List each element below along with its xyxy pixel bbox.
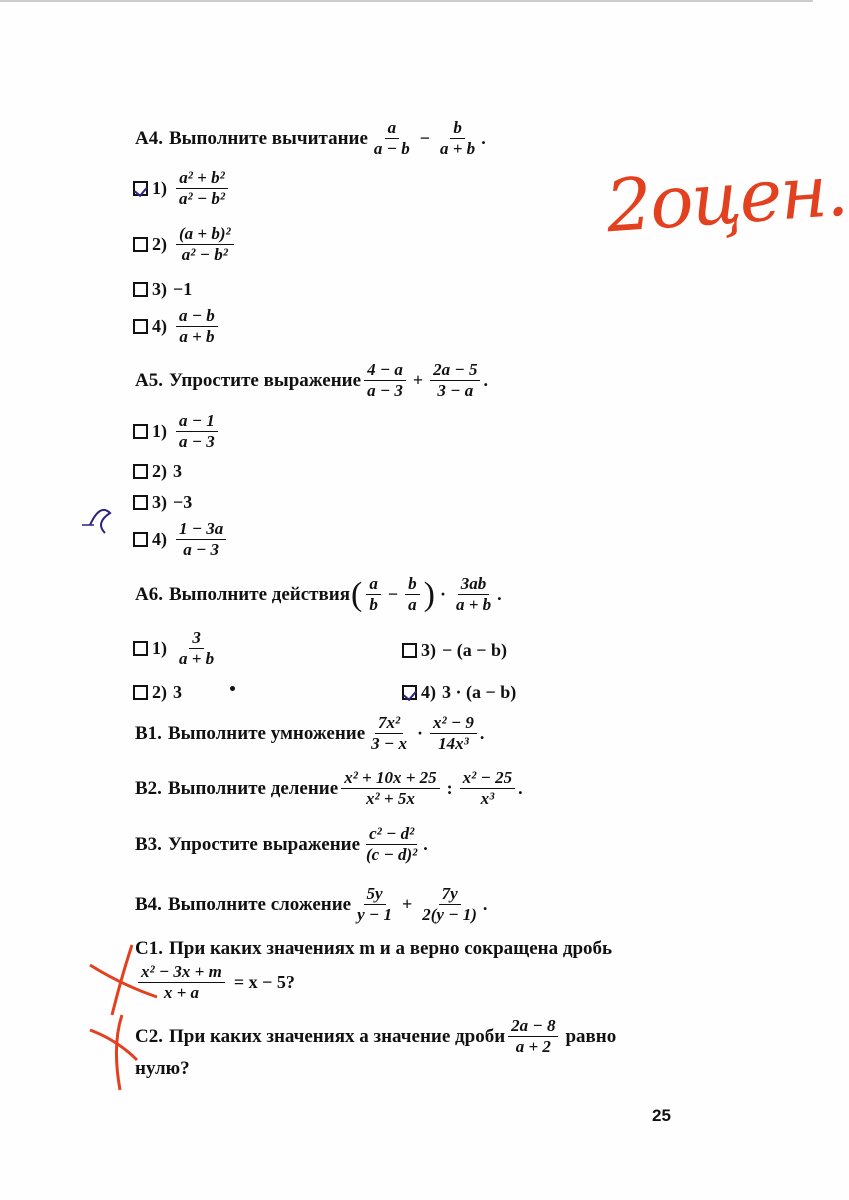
question-b2 bbox=[135, 768, 523, 809]
option-number: 2) bbox=[152, 461, 167, 481]
question-label: В4. bbox=[135, 893, 162, 915]
fraction: $\frac{\text{7x²}}{3 - x}$ bbox=[371, 713, 407, 753]
fraction: $\frac{3ab}{a + b}$ bbox=[455, 574, 492, 614]
checkbox-checked[interactable] bbox=[402, 685, 417, 700]
a4-option-4[interactable] bbox=[133, 306, 221, 347]
question-c2 bbox=[135, 1016, 616, 1057]
option-value: −1 bbox=[173, 279, 193, 299]
a5-option-3[interactable] bbox=[133, 492, 192, 513]
question-label: В1. bbox=[135, 722, 162, 744]
checkbox[interactable] bbox=[133, 495, 148, 510]
page-top-edge bbox=[0, 0, 813, 8]
a4-option-1[interactable] bbox=[133, 168, 231, 209]
fraction: $\frac{\text{c² − d²}}{\text{(c − d)²}}$ bbox=[366, 824, 418, 864]
teacher-grade: 2оцен. bbox=[603, 147, 849, 249]
question-label: А4. bbox=[135, 127, 163, 149]
question-text: Упростите выражение bbox=[167, 833, 361, 855]
option-value: 3 bbox=[173, 682, 182, 702]
blue-pen-scribble bbox=[80, 495, 120, 545]
checkbox[interactable] bbox=[402, 643, 417, 658]
fraction: $\frac{\text{a² + b²}}{\text{a² − b²}}$ bbox=[176, 168, 228, 209]
checkbox[interactable] bbox=[133, 237, 148, 252]
fraction: $\frac{5y}{y - 1}$ bbox=[357, 884, 392, 924]
operator: + bbox=[401, 894, 413, 914]
checkbox[interactable] bbox=[133, 424, 148, 439]
checkbox[interactable] bbox=[133, 532, 148, 547]
operator: · bbox=[416, 723, 423, 743]
option-value: 3 · (a − b) bbox=[442, 682, 517, 702]
fraction: $\frac{a - 1}{a - 3}$ bbox=[176, 411, 218, 452]
question-c1 bbox=[135, 938, 612, 960]
period: . bbox=[482, 894, 488, 914]
question-label: С1. bbox=[135, 938, 163, 959]
checkbox[interactable] bbox=[133, 685, 148, 700]
option-number: 3) bbox=[152, 492, 167, 512]
question-text-cont: нулю? bbox=[135, 1058, 190, 1079]
fraction: $\frac{a}{a - b}$ bbox=[373, 118, 410, 158]
period: . bbox=[481, 128, 486, 148]
question-text-cont: равно bbox=[565, 1025, 617, 1047]
question-text: Выполните вычитание bbox=[168, 127, 368, 149]
question-label: В2. bbox=[135, 777, 162, 799]
fraction: $\frac{\text{x² − 3x + m}}{x + a}$ bbox=[138, 962, 225, 1003]
question-b1 bbox=[135, 713, 484, 754]
a5-option-2[interactable] bbox=[133, 461, 182, 482]
period: . bbox=[423, 834, 428, 854]
fraction: $\frac{\text{x² − 9}}{\text{14x³}}$ bbox=[430, 713, 477, 754]
question-b4 bbox=[135, 884, 487, 925]
fraction: $\frac{3}{a + b}$ bbox=[179, 628, 215, 668]
option-number: 3) bbox=[421, 640, 436, 660]
stray-dot bbox=[230, 686, 235, 691]
fraction: $\frac{\text{x² − 25}}{\text{x³}}$ bbox=[460, 768, 515, 809]
question-text: Выполните деление bbox=[167, 777, 339, 799]
period: . bbox=[479, 723, 485, 743]
question-text: Упростите выражение bbox=[168, 369, 362, 391]
checkbox[interactable] bbox=[133, 464, 148, 479]
formula-rest: = x − 5? bbox=[233, 972, 295, 992]
a6-option-2[interactable] bbox=[133, 682, 182, 703]
option-number: 1) bbox=[152, 638, 167, 658]
period: . bbox=[483, 370, 488, 390]
question-b3 bbox=[135, 824, 428, 865]
option-number: 4) bbox=[421, 682, 436, 702]
question-label: С2. bbox=[135, 1025, 163, 1047]
fraction: $\frac{7y}{2(y - 1)}$ bbox=[422, 884, 477, 924]
question-text: Выполните умножение bbox=[167, 722, 366, 744]
option-number: 3) bbox=[152, 279, 167, 299]
period: . bbox=[518, 778, 523, 798]
open-paren: ( bbox=[351, 575, 363, 613]
option-value: − (a − b) bbox=[442, 640, 508, 660]
close-paren: ) bbox=[423, 575, 435, 613]
fraction: $\frac{\text{x² + 10x + 25}}{\text{x² + 5x}}$ bbox=[341, 768, 439, 809]
fraction: $\frac{1 - 3a}{a - 3}$ bbox=[176, 519, 226, 560]
checkbox[interactable] bbox=[133, 282, 148, 297]
question-a5 bbox=[135, 360, 488, 401]
question-text: При каких значениях a значение дроби bbox=[168, 1025, 506, 1047]
operator: − bbox=[419, 128, 430, 148]
question-a6 bbox=[135, 574, 502, 615]
option-number: 1) bbox=[152, 178, 167, 198]
question-text: При каких значениях m и a верно сокращена дробь bbox=[168, 938, 613, 959]
fraction: $\frac{b}{a + b}$ bbox=[440, 118, 476, 158]
checkbox-checked[interactable] bbox=[133, 181, 148, 196]
operator: : bbox=[446, 778, 453, 798]
fraction: $\frac{4 - a}{a - 3}$ bbox=[364, 360, 406, 401]
a5-option-4[interactable] bbox=[133, 519, 229, 560]
checkbox[interactable] bbox=[133, 641, 148, 656]
fraction: $\frac{a - b}{a + b}$ bbox=[176, 306, 218, 347]
a6-option-1[interactable] bbox=[133, 628, 220, 669]
question-label: В3. bbox=[135, 833, 162, 855]
question-text: Выполните действия bbox=[168, 583, 351, 605]
checkbox[interactable] bbox=[133, 319, 148, 334]
question-text: Выполните сложение bbox=[167, 893, 352, 915]
fraction: $\frac{\text{(a + b)²}}{\text{a² − b²}}$ bbox=[176, 224, 234, 265]
a6-option-4[interactable] bbox=[402, 682, 516, 703]
page-number: 25 bbox=[652, 1106, 671, 1125]
option-value: −3 bbox=[173, 492, 193, 512]
red-cross-marks bbox=[82, 935, 162, 1095]
option-value: 3 bbox=[173, 461, 182, 481]
operator: + bbox=[412, 370, 424, 390]
option-number: 1) bbox=[152, 421, 167, 441]
question-a4 bbox=[135, 118, 486, 159]
option-number: 2) bbox=[152, 682, 167, 702]
period: . bbox=[497, 584, 502, 604]
fraction: $\frac{2a - 5}{3 - a}$ bbox=[430, 360, 480, 401]
a4-option-3[interactable] bbox=[133, 279, 192, 300]
operator: − bbox=[387, 584, 399, 604]
a5-option-1[interactable] bbox=[133, 411, 221, 452]
option-number: 4) bbox=[152, 529, 167, 549]
fraction: $\frac{a}{b}$ bbox=[366, 574, 381, 615]
operator: · bbox=[439, 584, 446, 604]
question-label: А5. bbox=[135, 369, 163, 391]
a6-option-3[interactable] bbox=[402, 640, 507, 661]
fraction: $\frac{2a - 8}{a + 2}$ bbox=[508, 1016, 558, 1057]
option-number: 2) bbox=[152, 234, 167, 254]
question-label: А6. bbox=[135, 583, 163, 605]
fraction: $\frac{b}{a}$ bbox=[405, 574, 420, 615]
a4-option-2[interactable] bbox=[133, 224, 237, 265]
option-number: 4) bbox=[152, 316, 167, 336]
